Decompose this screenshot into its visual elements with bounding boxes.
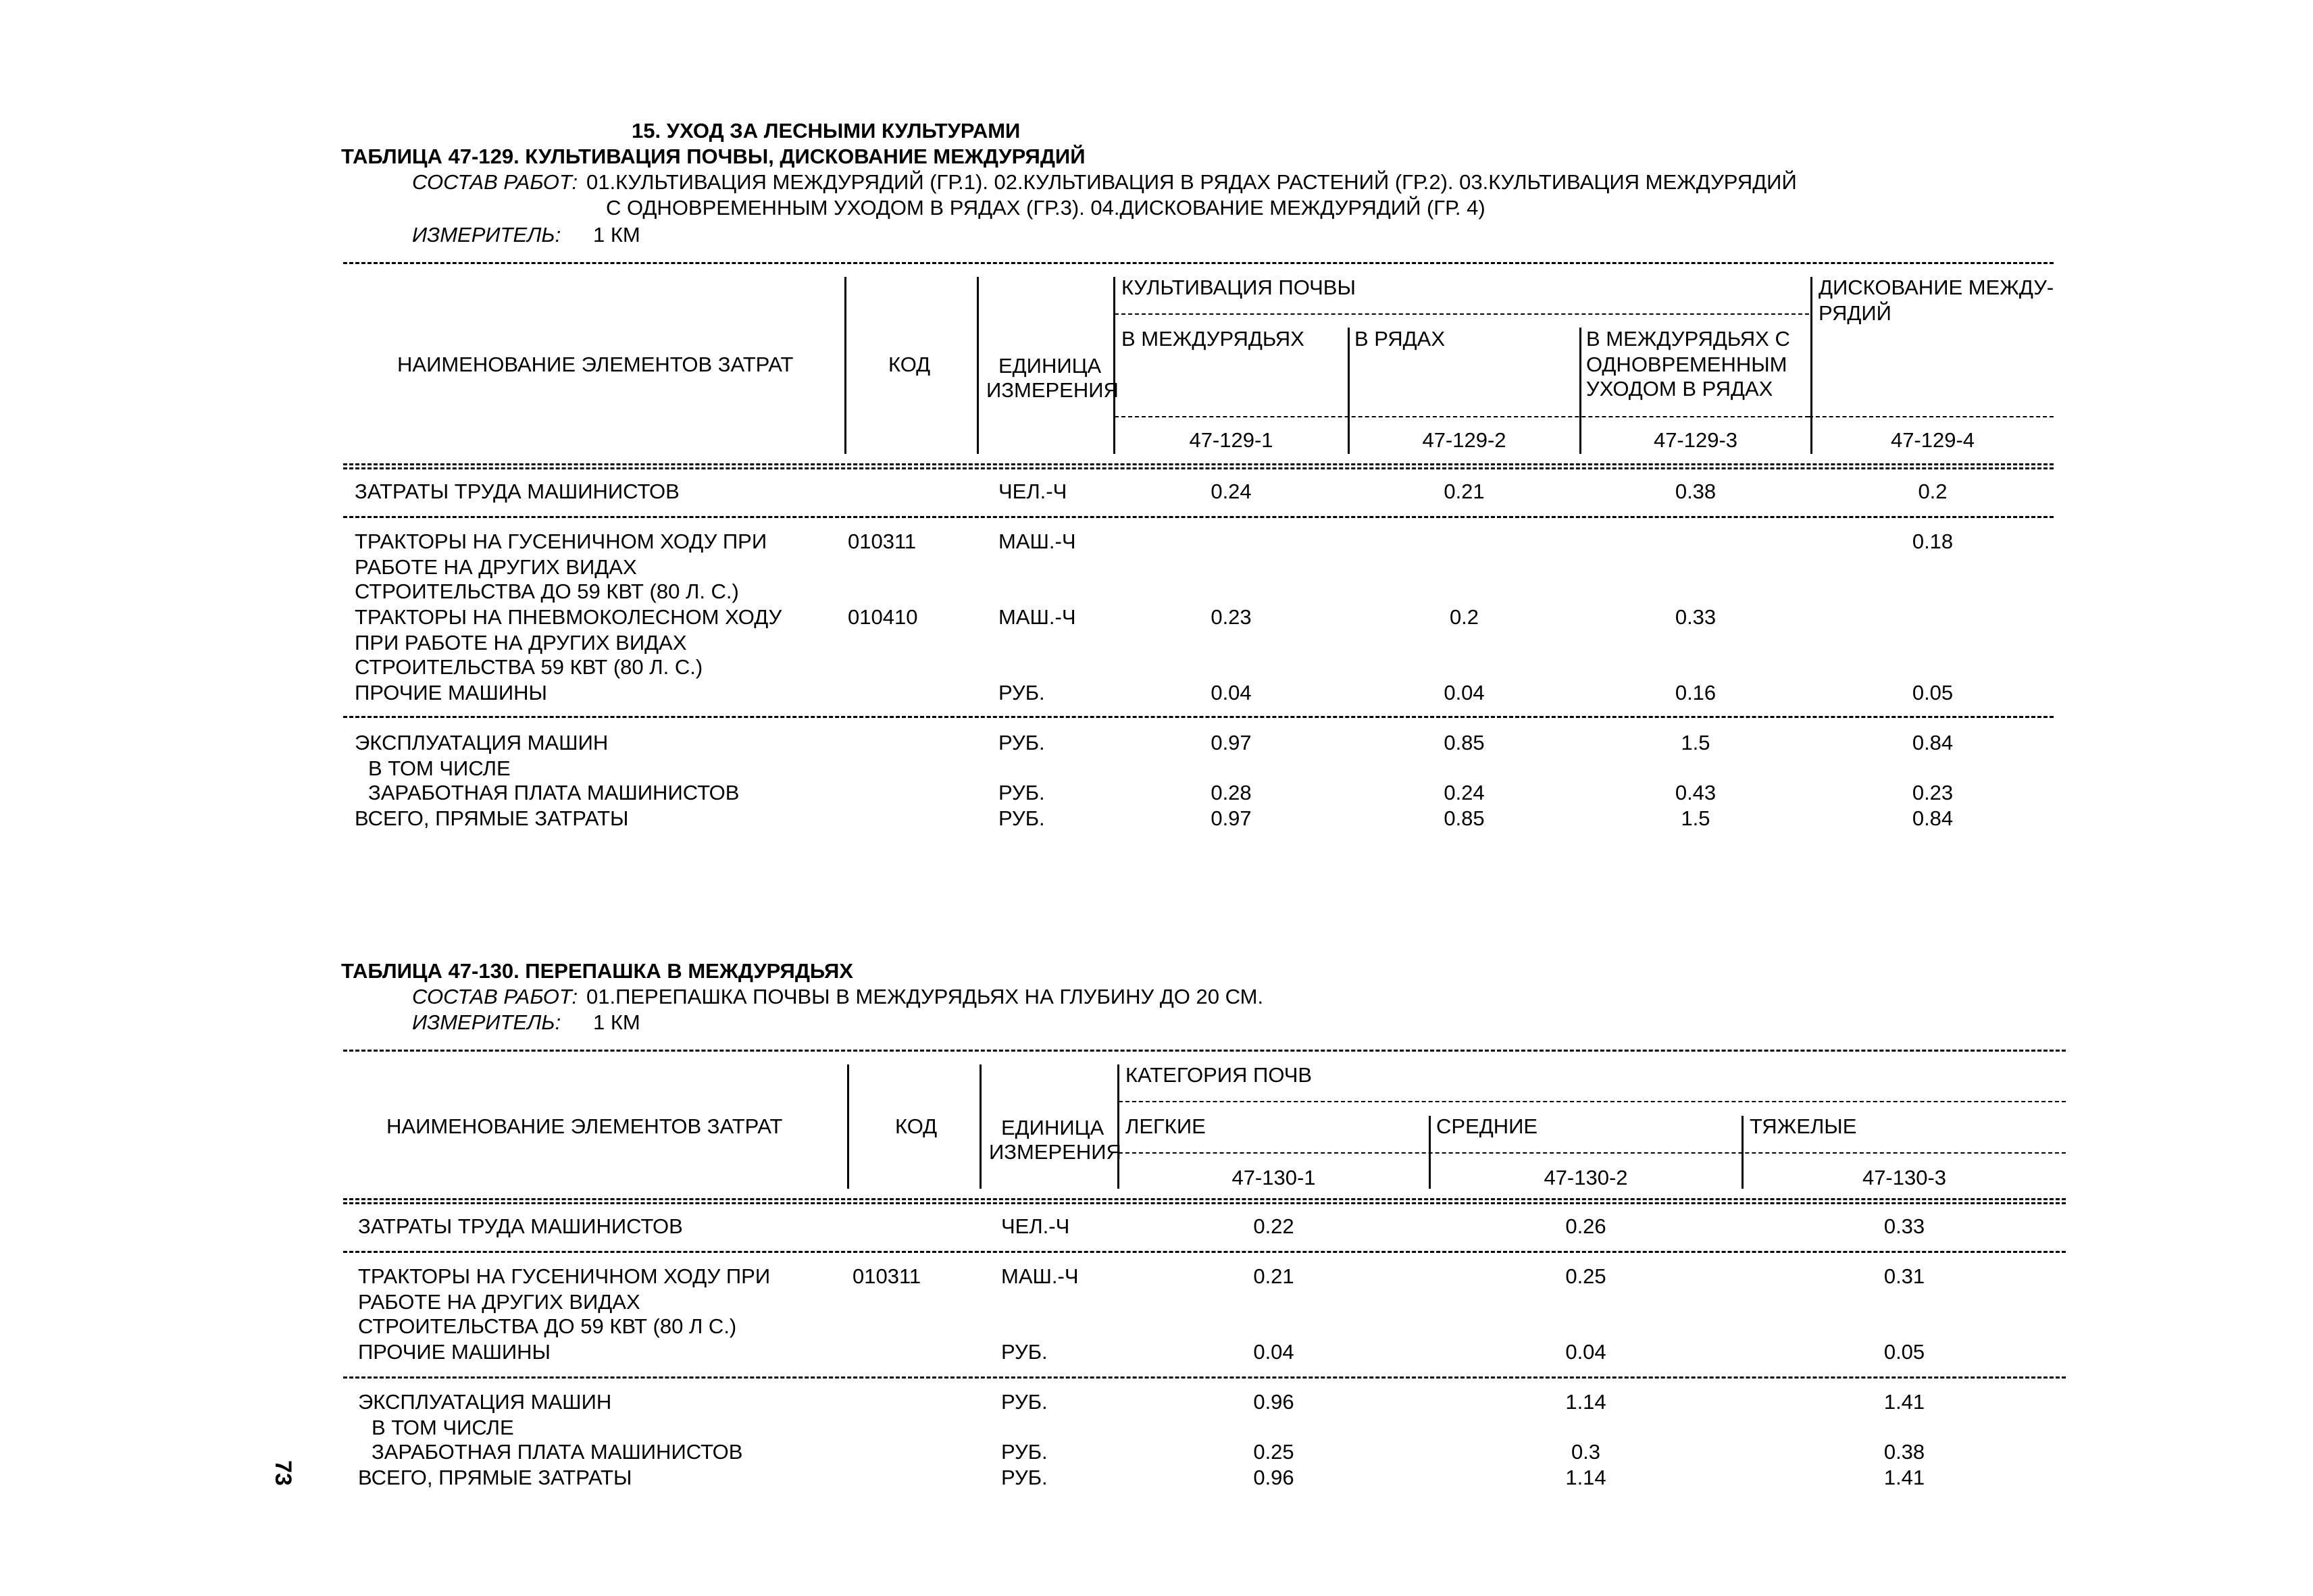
col-separator <box>980 1064 982 1189</box>
table-129-composition-line1: 01.КУЛЬТИВАЦИЯ МЕЖДУРЯДИЙ (ГР.1). 02.КУЛЬТИВАЦИЯ В РЯДАХ РАСТЕНИЙ (ГР.2). 03.КУЛЬТИВАЦИЯ МЕЖДУРЯДИЙ <box>586 170 1797 194</box>
table-130-measure-label: ИЗМЕРИТЕЛЬ: <box>412 1010 561 1034</box>
row-value: 0.24 <box>1211 480 1252 503</box>
rule <box>343 1251 2066 1253</box>
rule <box>1119 1152 2066 1154</box>
row-code: 010311 <box>848 530 917 553</box>
row-name: ЗАТРАТЫ ТРУДА МАШИНИСТОВ <box>355 480 680 503</box>
row-value: 0.33 <box>1883 1214 1925 1238</box>
header-code-col4: 47-129-4 <box>1890 428 1975 452</box>
row-value: 0.25 <box>1565 1264 1606 1288</box>
rule <box>1115 416 1809 417</box>
row-value: 1.14 <box>1565 1390 1606 1414</box>
header-name: НАИМЕНОВАНИЕ ЭЛЕМЕНТОВ ЗАТРАТ <box>397 353 794 376</box>
header-group-disking-2: РЯДИЙ <box>1819 301 1891 325</box>
row-unit: МАШ.-Ч <box>1001 1264 1079 1288</box>
row-code: 010410 <box>848 605 918 629</box>
row-value: 0.05 <box>1912 681 1954 704</box>
row-name: ЭКСПЛУАТАЦИЯ МАШИН <box>355 731 609 754</box>
row-value: 0.23 <box>1912 781 1954 804</box>
row-name: ЭКСПЛУАТАЦИЯ МАШИН <box>358 1390 612 1414</box>
row-value: 0.97 <box>1211 806 1252 830</box>
header-sub-inrows: В РЯДАХ <box>1354 327 1446 351</box>
table-129-title: ТАБЛИЦА 47-129. КУЛЬТИВАЦИЯ ПОЧВЫ, ДИСКОВАНИЕ МЕЖДУРЯДИЙ <box>341 145 1086 168</box>
row-unit: РУБ. <box>1001 1390 1048 1414</box>
table-130-composition-line1: 01.ПЕРЕПАШКА ПОЧВЫ В МЕЖДУРЯДЬЯХ НА ГЛУБИНУ ДО 20 СМ. <box>586 985 1264 1008</box>
header-code-col3: 47-130-3 <box>1862 1166 1947 1189</box>
row-value: 0.85 <box>1444 731 1485 754</box>
row-value: 0.43 <box>1675 781 1717 804</box>
table-129-measure-label: ИЗМЕРИТЕЛЬ: <box>412 223 561 247</box>
row-name: СТРОИТЕЛЬСТВА ДО 59 КВТ (80 Л. С.) <box>355 580 739 603</box>
row-value: 0.31 <box>1883 1264 1925 1288</box>
header-unit-1: ЕДИНИЦА <box>1001 1116 1104 1139</box>
table-129-composition-line2: С ОДНОВРЕМЕННЫМ УХОДОМ В РЯДАХ (ГР.3). 04.ДИСКОВАНИЕ МЕЖДУРЯДИЙ (ГР. 4) <box>606 196 1485 220</box>
row-value: 0.38 <box>1675 480 1717 503</box>
row-value: 0.16 <box>1675 681 1717 704</box>
rule <box>1119 1101 2066 1102</box>
header-sub-combined-1: В МЕЖДУРЯДЬЯХ С <box>1586 327 1790 351</box>
row-unit: РУБ. <box>1001 1340 1048 1364</box>
rule <box>343 1050 2066 1052</box>
header-sub-heavy: ТЯЖЕЛЫЕ <box>1750 1114 1857 1138</box>
table-129-measure-value: 1 КМ <box>593 223 640 247</box>
col-separator <box>1113 277 1115 454</box>
header-sub-interrow: В МЕЖДУРЯДЬЯХ <box>1121 327 1304 351</box>
col-separator <box>977 277 979 454</box>
row-value: 0.25 <box>1253 1440 1294 1464</box>
row-value: 1.5 <box>1681 806 1710 830</box>
row-value: 0.04 <box>1444 681 1485 704</box>
row-unit: РУБ. <box>998 806 1045 830</box>
rule <box>343 516 2054 518</box>
row-value: 0.04 <box>1253 1340 1294 1364</box>
rule <box>1809 416 2054 417</box>
table-130-measure-value: 1 КМ <box>593 1010 640 1034</box>
section-title: 15. УХОД ЗА ЛЕСНЫМИ КУЛЬТУРАМИ <box>632 119 1021 143</box>
row-name: ПРОЧИЕ МАШИНЫ <box>355 681 547 704</box>
row-value: 0.24 <box>1444 781 1485 804</box>
header-code-col2: 47-130-2 <box>1544 1166 1628 1189</box>
col-separator <box>1810 277 1812 454</box>
row-code: 010311 <box>853 1264 921 1288</box>
col-separator <box>844 277 846 454</box>
row-value: 0.33 <box>1675 605 1717 629</box>
row-unit: РУБ. <box>1001 1466 1048 1489</box>
header-code-col1: 47-130-1 <box>1231 1166 1316 1189</box>
row-unit: РУБ. <box>998 731 1045 754</box>
header-group-cultivation: КУЛЬТИВАЦИЯ ПОЧВЫ <box>1121 276 1356 299</box>
row-value: 0.21 <box>1444 480 1485 503</box>
row-name: СТРОИТЕЛЬСТВА ДО 59 КВТ (80 Л С.) <box>358 1314 737 1338</box>
row-value: 0.84 <box>1912 806 1954 830</box>
row-value: 1.41 <box>1883 1466 1925 1489</box>
row-name: ЗАРАБОТНАЯ ПЛАТА МАШИНИСТОВ <box>368 781 740 804</box>
row-unit: РУБ. <box>998 781 1045 804</box>
row-value: 0.22 <box>1253 1214 1294 1238</box>
row-unit: МАШ.-Ч <box>998 605 1076 629</box>
row-value: 0.23 <box>1211 605 1252 629</box>
row-value: 0.2 <box>1449 605 1479 629</box>
row-name: В ТОМ ЧИСЛЕ <box>368 756 511 780</box>
header-code-col2: 47-129-2 <box>1422 428 1506 452</box>
row-name: ВСЕГО, ПРЯМЫЕ ЗАТРАТЫ <box>358 1466 632 1489</box>
rule <box>1115 313 1809 315</box>
header-name: НАИМЕНОВАНИЕ ЭЛЕМЕНТОВ ЗАТРАТ <box>386 1114 783 1138</box>
table-129-composition-label: СОСТАВ РАБОТ: <box>412 170 578 194</box>
row-name: ВСЕГО, ПРЯМЫЕ ЗАТРАТЫ <box>355 806 629 830</box>
row-value: 0.28 <box>1211 781 1252 804</box>
row-value: 0.97 <box>1211 731 1252 754</box>
row-name: РАБОТЕ НА ДРУГИХ ВИДАХ <box>358 1290 640 1314</box>
header-sub-combined-3: УХОДОМ В РЯДАХ <box>1586 377 1773 401</box>
row-name: РАБОТЕ НА ДРУГИХ ВИДАХ <box>355 555 637 579</box>
row-name: ТРАКТОРЫ НА ГУСЕНИЧНОМ ХОДУ ПРИ <box>355 530 767 553</box>
header-unit-2: ИЗМЕРЕНИЯ <box>989 1140 1121 1164</box>
table-130-composition-label: СОСТАВ РАБОТ: <box>412 985 578 1008</box>
row-unit: МАШ.-Ч <box>998 530 1076 553</box>
rule <box>343 1202 2066 1204</box>
header-unit-2: ИЗМЕРЕНИЯ <box>986 378 1119 402</box>
row-name: ПРОЧИЕ МАШИНЫ <box>358 1340 551 1364</box>
rule <box>343 463 2054 465</box>
header-group-disking-1: ДИСКОВАНИЕ МЕЖДУ- <box>1819 276 2054 299</box>
row-unit: РУБ. <box>998 681 1045 704</box>
page-number: 73 <box>270 1460 296 1486</box>
row-value: 0.05 <box>1883 1340 1925 1364</box>
row-unit: РУБ. <box>1001 1440 1048 1464</box>
header-sub-light: ЛЕГКИЕ <box>1125 1114 1206 1138</box>
header-sub-medium: СРЕДНИЕ <box>1436 1114 1538 1138</box>
row-unit: ЧЕЛ.-Ч <box>998 480 1067 503</box>
header-group-soil: КАТЕГОРИЯ ПОЧВ <box>1125 1063 1313 1087</box>
row-value: 0.38 <box>1883 1440 1925 1464</box>
row-value: 0.21 <box>1253 1264 1294 1288</box>
row-name: ЗАРАБОТНАЯ ПЛАТА МАШИНИСТОВ <box>372 1440 743 1464</box>
row-unit: ЧЕЛ.-Ч <box>1001 1214 1070 1238</box>
header-sub-combined-2: ОДНОВРЕМЕННЫМ <box>1586 353 1787 376</box>
table-130-title: ТАБЛИЦА 47-130. ПЕРЕПАШКА В МЕЖДУРЯДЬЯХ <box>341 959 853 983</box>
row-value: 0.26 <box>1565 1214 1606 1238</box>
rule <box>343 1198 2066 1200</box>
header-unit-1: ЕДИНИЦА <box>998 354 1102 378</box>
rule <box>343 467 2054 469</box>
row-value: 0.04 <box>1211 681 1252 704</box>
row-value: 0.85 <box>1444 806 1485 830</box>
row-name: В ТОМ ЧИСЛЕ <box>372 1416 514 1439</box>
row-name: ТРАКТОРЫ НА ГУСЕНИЧНОМ ХОДУ ПРИ <box>358 1264 771 1288</box>
header-code-col1: 47-129-1 <box>1189 428 1273 452</box>
row-value: 0.18 <box>1912 530 1954 553</box>
row-name: СТРОИТЕЛЬСТВА 59 КВТ (80 Л. С.) <box>355 655 703 679</box>
rule <box>343 716 2054 718</box>
header-code: КОД <box>888 353 931 376</box>
row-name: ЗАТРАТЫ ТРУДА МАШИНИСТОВ <box>358 1214 683 1238</box>
header-code: КОД <box>895 1114 938 1138</box>
row-value: 1.41 <box>1883 1390 1925 1414</box>
row-value: 0.84 <box>1912 731 1954 754</box>
rule <box>343 1376 2066 1379</box>
row-value: 0.96 <box>1253 1466 1294 1489</box>
col-separator <box>847 1064 849 1189</box>
row-value: 0.2 <box>1918 480 1948 503</box>
row-name: ПРИ РАБОТЕ НА ДРУГИХ ВИДАХ <box>355 631 687 654</box>
row-value: 1.14 <box>1565 1466 1606 1489</box>
row-value: 1.5 <box>1681 731 1710 754</box>
header-code-col3: 47-129-3 <box>1653 428 1738 452</box>
row-value: 0.04 <box>1565 1340 1606 1364</box>
row-name: ТРАКТОРЫ НА ПНЕВМОКОЛЕСНОМ ХОДУ <box>355 605 782 629</box>
rule <box>343 262 2054 264</box>
row-value: 0.3 <box>1571 1440 1601 1464</box>
row-value: 0.96 <box>1253 1390 1294 1414</box>
